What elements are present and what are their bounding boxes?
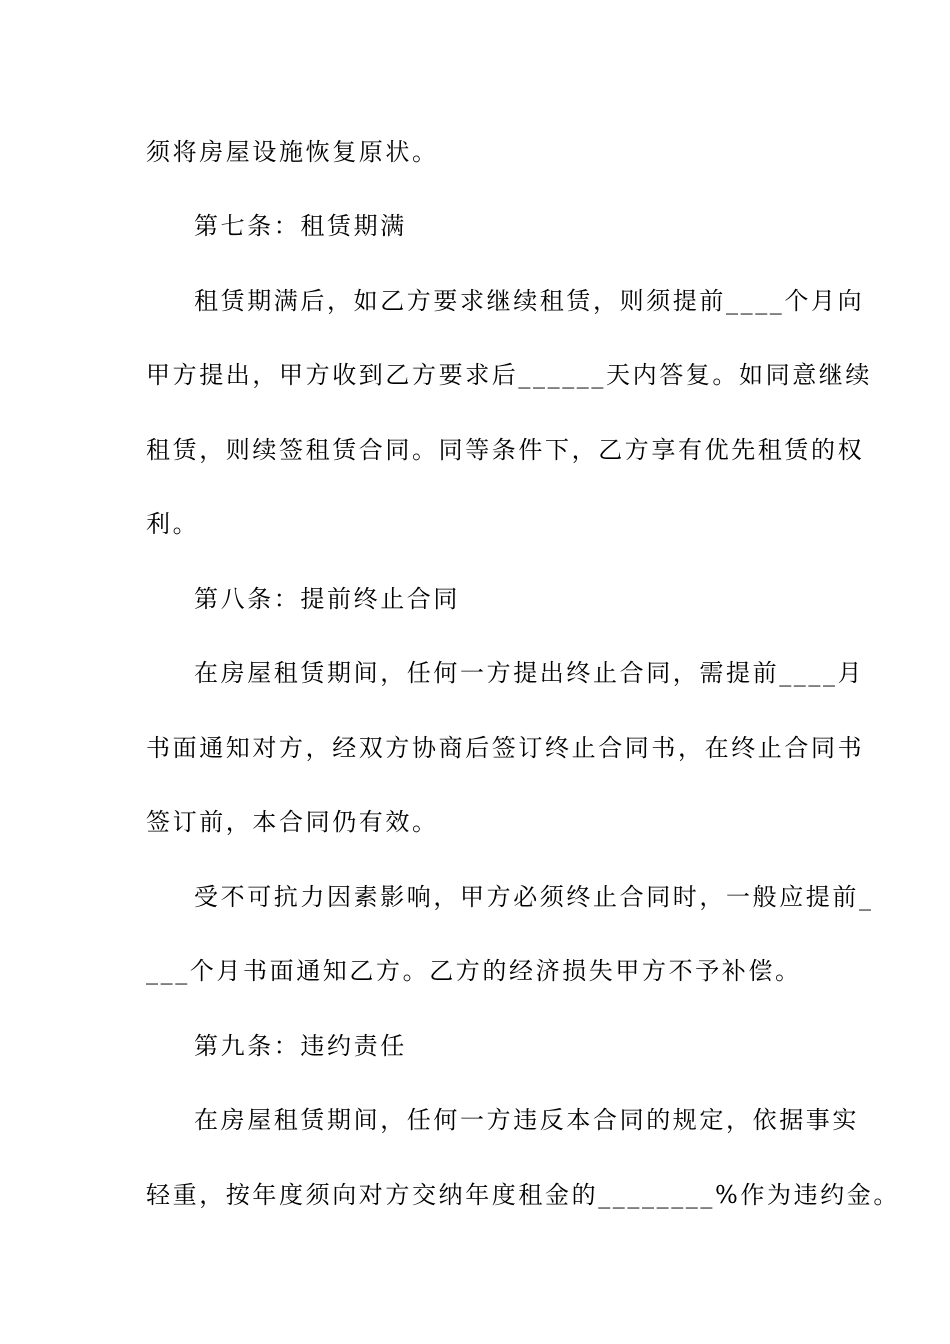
paragraph-line: 轻重，按年度须向对方交纳年度租金的________%作为违约金。 xyxy=(146,1181,901,1209)
article-9-heading: 第九条：违约责任 xyxy=(194,1032,407,1060)
paragraph-line: 签订前，本合同仍有效。 xyxy=(146,808,439,836)
paragraph-line: 租赁期满后，如乙方要求继续租赁，则须提前____个月向 xyxy=(194,287,865,315)
article-7-heading: 第七条：租赁期满 xyxy=(194,212,407,240)
paragraph-line: 在房屋租赁期间，任何一方提出终止合同，需提前____月 xyxy=(194,659,865,687)
paragraph-line: 须将房屋设施恢复原状。 xyxy=(146,138,439,166)
paragraph-line: ___个月书面通知乙方。乙方的经济损失甲方不予补偿。 xyxy=(146,957,802,985)
paragraph-line: 租赁，则续签租赁合同。同等条件下，乙方享有优先租赁的权 xyxy=(146,436,865,464)
paragraph-line: 受不可抗力因素影响，甲方必须终止合同时，一般应提前_ xyxy=(194,883,874,911)
article-8-heading: 第八条：提前终止合同 xyxy=(194,585,460,613)
paragraph-line: 在房屋租赁期间，任何一方违反本合同的规定，依据事实 xyxy=(194,1106,859,1134)
paragraph-line: 书面通知对方，经双方协商后签订终止合同书，在终止合同书 xyxy=(146,734,865,762)
paragraph-line: 利。 xyxy=(146,510,200,538)
paragraph-line: 甲方提出，甲方收到乙方要求后______天内答复。如同意继续 xyxy=(146,361,872,389)
